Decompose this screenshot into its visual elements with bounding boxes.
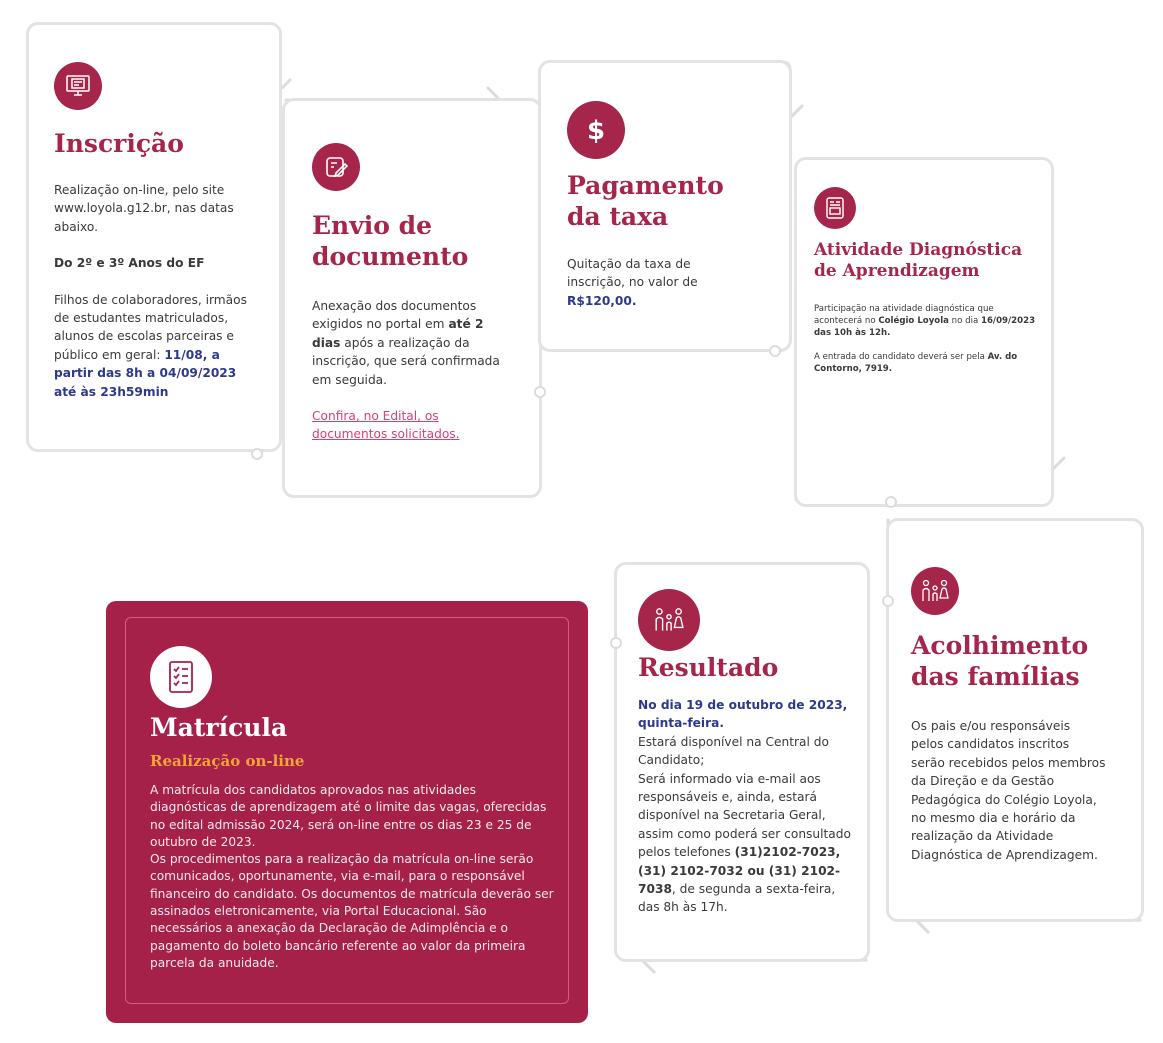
step-acolhimento-title: Acolhimento das famílias (911, 631, 1089, 691)
step-resultado-card (614, 562, 870, 962)
step-acolhimento-text: Os pais e/ou responsáveis pelos candidatos inscritos serão recebidos pelos membros da Direção e da Gestão Pedagógica do Colégio Loyola, no mesmo dia e horário da realização da Atividade Diagnóstica de Aprendizagem. (911, 719, 1106, 862)
connector-dot (251, 448, 263, 460)
step-atividade-body (814, 303, 1039, 375)
step-atividade-text-middle: no dia (948, 316, 981, 326)
step-resultado-date: No dia 19 de outubro de 2023, (638, 698, 848, 712)
step-envio-text: Anexação dos documentos exigidos no portal em (312, 299, 477, 332)
connector-dot (610, 637, 622, 649)
step-resultado-line2-suffix: , de segunda a sexta-feira, das 8h às 17h. (638, 882, 836, 915)
test-sheet-icon (814, 187, 856, 229)
step-envio-text-suffix: após a realização da inscrição, que será confirmada em seguida. (312, 335, 500, 387)
step-envio-title: Envio de documento (312, 211, 469, 271)
step-atividade-card (794, 157, 1054, 507)
step-inscricao-section-heading: Do 2º e 3º Anos do EF (54, 256, 205, 271)
step-matricula-paragraph2: Os procedimentos para a realização da matrícula on-line serão comunicados, oportunamente, via e-mail, para o responsável financeiro do candidato. Os documentos de matrícula deverão ser assinados eletronicamente, via Portal Educacional. São necessários a anexação da Declaração de Adimplência e o pagamento do boleto bancário referente ao valor da primeira parcela da anuidade. (150, 852, 554, 970)
document-edit-icon (312, 143, 360, 191)
step-pagamento-title: Pagamento da taxa (567, 171, 724, 231)
step-atividade-title: Atividade Diagnóstica de Aprendizagem (814, 240, 1023, 281)
step-atividade-address: Av. do Contorno, 7919. (814, 352, 1018, 374)
step-inscricao-body (54, 181, 259, 401)
step-pagamento-card (538, 60, 792, 352)
step-matricula-paragraph1: A matrícula dos candidatos aprovados nas atividades diagnósticas de aprendizagem até o limite das vagas, oferecidas no edital admissão 2024, será on-line entre os dias 23 e 25 de outubro de 2023. (150, 783, 547, 849)
step-atividade-school: Colégio Loyola (878, 316, 949, 326)
connector-dot (882, 595, 894, 607)
step-pagamento-text: Quitação da taxa de inscrição, no valor de (567, 257, 698, 290)
step-atividade-datetime: 16/09/2023 das 10h às 12h. (814, 316, 1036, 338)
step-acolhimento-card (886, 518, 1144, 922)
step-envio-card (282, 98, 542, 498)
step-atividade-entrance: A entrada do candidato deverá ser pela (814, 352, 988, 362)
connector-dot (885, 496, 897, 508)
family-icon (638, 589, 700, 651)
family-icon (911, 567, 959, 615)
step-resultado-phones: (31)2102-7023, (31) 2102-7032 ou (31) 2102-7038 (638, 845, 841, 897)
step-inscricao-title: Inscrição (54, 129, 184, 158)
step-resultado-title: Resultado (638, 653, 779, 682)
connector-dot (769, 345, 781, 357)
step-envio-body (312, 297, 512, 444)
step-inscricao-intro: Realização on-line, pelo site www.loyola.g12.br, nas datas abaixo. (54, 183, 234, 234)
dollar-icon (567, 101, 625, 159)
step-envio-deadline: até 2 dias (312, 317, 484, 350)
edital-documents-link[interactable]: Confira, no Edital, os documentos solicitados. (312, 409, 460, 442)
step-pagamento-body (567, 255, 732, 310)
step-matricula-body (150, 782, 555, 972)
step-resultado-weekday: quinta-feira (638, 716, 720, 731)
step-matricula-subtitle: Realização on-line (150, 752, 305, 770)
step-matricula-title: Matrícula (150, 713, 288, 742)
step-atividade-text: Participação na atividade diagnóstica que acontecerá no (814, 304, 994, 326)
checklist-icon (150, 646, 212, 708)
step-matricula-card (106, 601, 588, 1023)
svg-text:$: $ (586, 116, 606, 145)
step-resultado-line1: Estará disponível na Central do Candidato; (638, 734, 829, 768)
computer-form-icon (54, 62, 102, 110)
step-inscricao-card (26, 22, 282, 452)
step-inscricao-details: Filhos de colaboradores, irmãos de estudantes matriculados, alunos de escolas parceiras e público em geral: (54, 292, 247, 362)
step-resultado-body: No dia 19 de outubro de 2023, quinta-feira. Estará disponível na Central do Candidato; Será informado via e-mail aos responsáveis e, ainda, estará disponível na Secretaria Geral, assim como poderá ser consultado pelos telefones (31)2102-7023, (31) 2102-7032 ou (31) 2102-7038, de segunda a sexta-feira, das 8h às 17h. (638, 696, 853, 917)
step-acolhimento-body (911, 717, 1106, 864)
step-inscricao-dates: 11/08, a partir das 8h a 04/09/2023 até às 23h59min (54, 347, 237, 399)
step-pagamento-amount: R$120,00. (567, 293, 637, 308)
step-resultado-line2: Será informado via e-mail aos responsáveis e, ainda, estará disponível na Secretaria Geral, assim como poderá ser consultado pelos telefones (638, 771, 851, 860)
connector-dot (534, 386, 546, 398)
